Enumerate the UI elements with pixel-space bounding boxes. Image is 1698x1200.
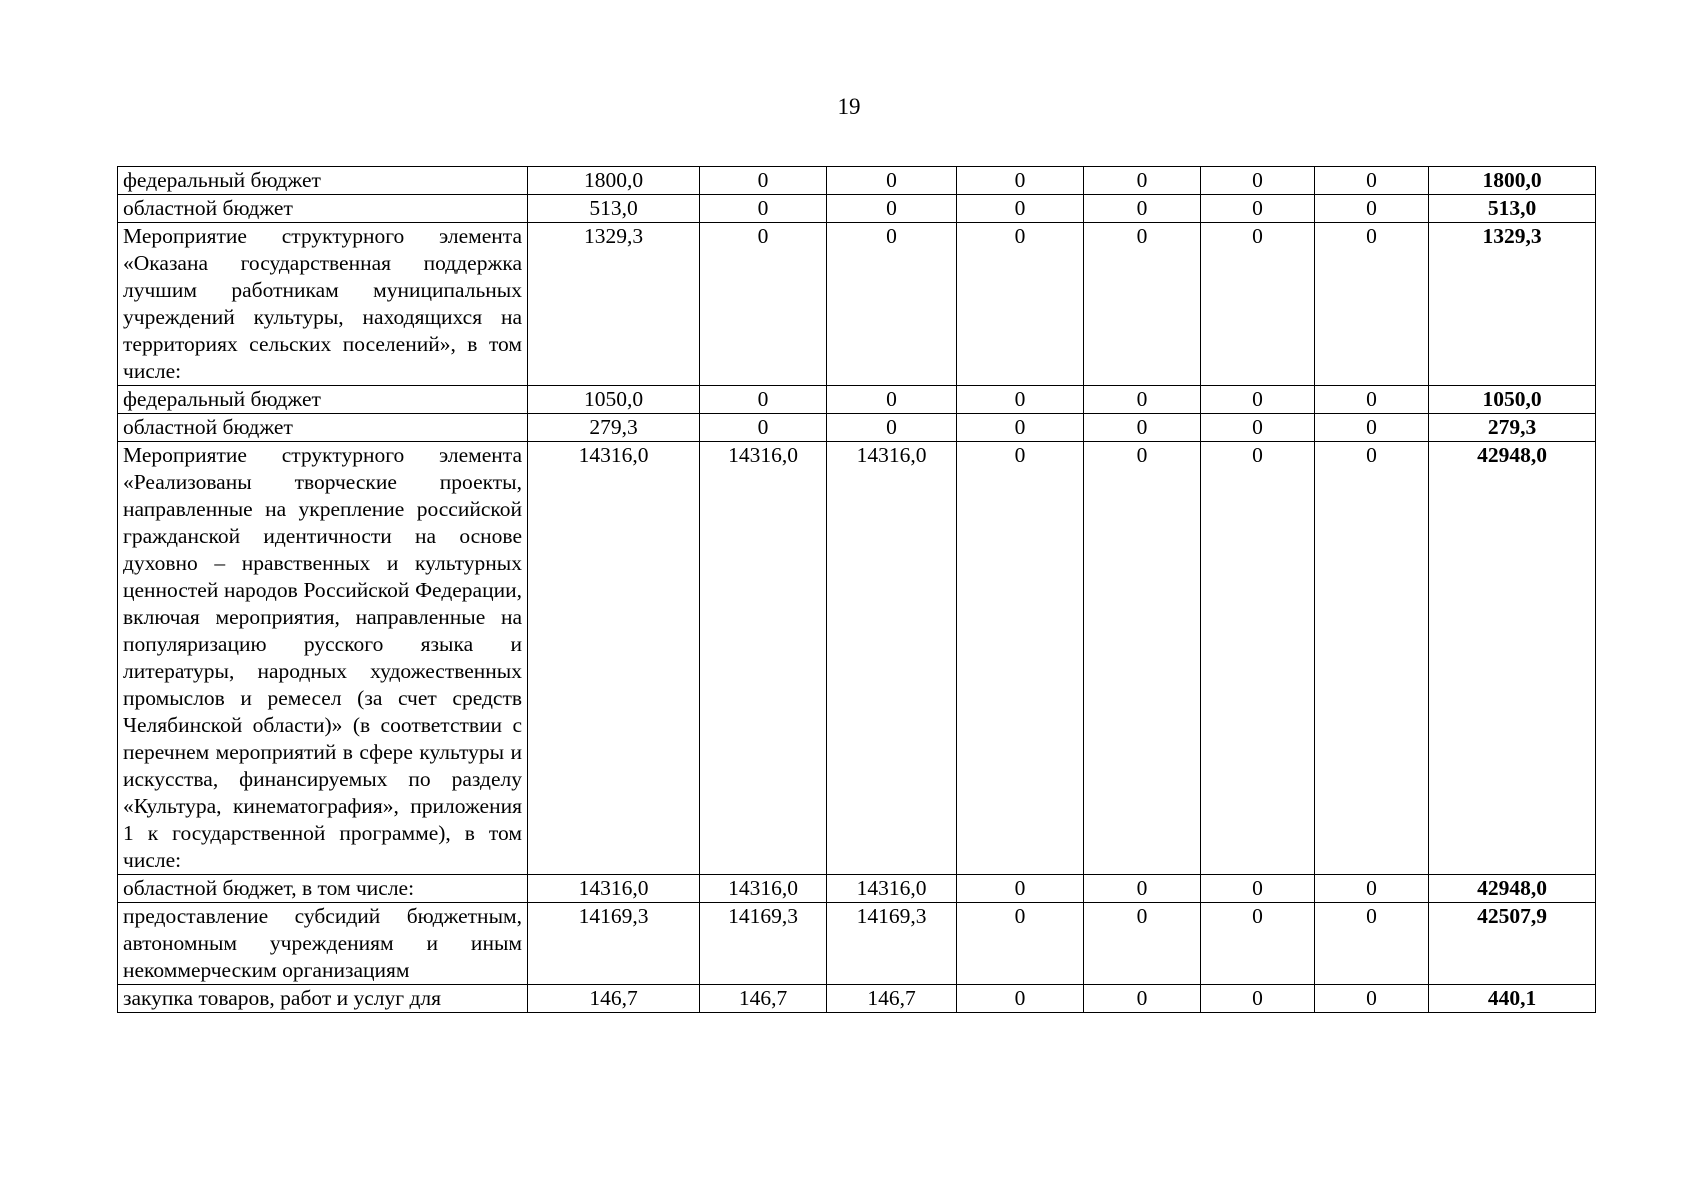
table-row — [118, 875, 1596, 903]
value-cell: 0 — [957, 167, 1084, 195]
value-cell: 0 — [1084, 875, 1201, 903]
value-cell: 0 — [957, 223, 1084, 386]
value-cell: 0 — [1201, 195, 1315, 223]
row-total-cell: 42948,0 — [1429, 875, 1596, 903]
value-cell: 0 — [1315, 903, 1429, 985]
value-cell: 0 — [1201, 875, 1315, 903]
table-row — [118, 442, 1596, 875]
value-cell: 146,7 — [827, 985, 957, 1013]
value-cell: 1050,0 — [528, 386, 700, 414]
value-cell: 14169,3 — [528, 903, 700, 985]
value-cell: 0 — [957, 875, 1084, 903]
value-cell: 14316,0 — [827, 875, 957, 903]
value-cell: 0 — [700, 386, 827, 414]
value-cell: 0 — [827, 195, 957, 223]
row-description: Мероприятие структурного элемента «Оказана государственная поддержка лучшим работникам муниципальных учреждений культуры, находящихся на территориях сельских поселений», в том числе: — [118, 223, 528, 386]
row-total-cell: 42507,9 — [1429, 903, 1596, 985]
row-description: предоставление субсидий бюджетным, автономным учреждениям и иным некоммерческим организациям — [118, 903, 528, 985]
value-cell: 0 — [1315, 386, 1429, 414]
value-cell: 0 — [1201, 903, 1315, 985]
value-cell: 14316,0 — [827, 442, 957, 875]
row-total-cell: 279,3 — [1429, 414, 1596, 442]
table-row — [118, 386, 1596, 414]
value-cell: 14169,3 — [827, 903, 957, 985]
value-cell: 14316,0 — [528, 875, 700, 903]
value-cell: 0 — [957, 414, 1084, 442]
row-description: федеральный бюджет — [118, 386, 528, 414]
value-cell: 0 — [1201, 414, 1315, 442]
value-cell: 279,3 — [528, 414, 700, 442]
row-total-cell: 1050,0 — [1429, 386, 1596, 414]
value-cell: 0 — [700, 223, 827, 386]
table-row — [118, 223, 1596, 386]
row-description: областной бюджет — [118, 414, 528, 442]
value-cell: 0 — [1315, 875, 1429, 903]
value-cell: 0 — [1201, 386, 1315, 414]
value-cell: 513,0 — [528, 195, 700, 223]
value-cell: 0 — [827, 386, 957, 414]
row-total-cell: 1800,0 — [1429, 167, 1596, 195]
value-cell: 14316,0 — [700, 442, 827, 875]
value-cell: 0 — [1315, 167, 1429, 195]
value-cell: 0 — [1315, 985, 1429, 1013]
row-total-cell: 1329,3 — [1429, 223, 1596, 386]
value-cell: 146,7 — [700, 985, 827, 1013]
value-cell: 0 — [1201, 442, 1315, 875]
value-cell: 14316,0 — [528, 442, 700, 875]
row-total-cell: 42948,0 — [1429, 442, 1596, 875]
row-total-cell: 440,1 — [1429, 985, 1596, 1013]
row-description: закупка товаров, работ и услуг для — [118, 985, 528, 1013]
value-cell: 0 — [827, 414, 957, 442]
value-cell: 0 — [1084, 985, 1201, 1013]
value-cell: 0 — [827, 223, 957, 386]
row-total-cell: 513,0 — [1429, 195, 1596, 223]
row-description: федеральный бюджет — [118, 167, 528, 195]
value-cell: 0 — [700, 167, 827, 195]
page-number: 19 — [837, 94, 861, 119]
table-row — [118, 195, 1596, 223]
value-cell: 0 — [1201, 223, 1315, 386]
value-cell: 0 — [957, 195, 1084, 223]
row-description: областной бюджет, в том числе: — [118, 875, 528, 903]
value-cell: 1329,3 — [528, 223, 700, 386]
table-row — [118, 167, 1596, 195]
value-cell: 0 — [1084, 167, 1201, 195]
value-cell: 0 — [1315, 442, 1429, 875]
value-cell: 0 — [957, 386, 1084, 414]
budget-table — [117, 166, 1596, 1013]
value-cell: 0 — [957, 985, 1084, 1013]
value-cell: 0 — [700, 414, 827, 442]
value-cell: 0 — [1201, 167, 1315, 195]
row-description: областной бюджет — [118, 195, 528, 223]
value-cell: 0 — [827, 167, 957, 195]
value-cell: 0 — [1084, 223, 1201, 386]
value-cell: 0 — [1315, 195, 1429, 223]
value-cell: 14316,0 — [700, 875, 827, 903]
value-cell: 0 — [1084, 903, 1201, 985]
value-cell: 0 — [1315, 414, 1429, 442]
value-cell: 0 — [1084, 195, 1201, 223]
value-cell: 1800,0 — [528, 167, 700, 195]
value-cell: 14169,3 — [700, 903, 827, 985]
value-cell: 0 — [1084, 414, 1201, 442]
value-cell: 0 — [957, 442, 1084, 875]
value-cell: 0 — [1315, 223, 1429, 386]
value-cell: 0 — [957, 903, 1084, 985]
value-cell: 146,7 — [528, 985, 700, 1013]
table-row — [118, 414, 1596, 442]
value-cell: 0 — [700, 195, 827, 223]
value-cell: 0 — [1201, 985, 1315, 1013]
value-cell: 0 — [1084, 442, 1201, 875]
value-cell: 0 — [1084, 386, 1201, 414]
table-row — [118, 903, 1596, 985]
table-row — [118, 985, 1596, 1013]
row-description: Мероприятие структурного элемента «Реализованы творческие проекты, направленные на укрепление российской гражданской идентичности на основе духовно – нравственных и культурных ценностей народов Российской Федерации, включая мероприятия, направленные на популяризацию русского языка и литературы, народных художественных промыслов и ремесел (за счет средств Челябинской области)» (в соответствии с перечнем мероприятий в сфере культуры и искусства, финансируемых по разделу «Культура, кинематография», приложения 1 к государственной программе), в том числе: — [118, 442, 528, 875]
